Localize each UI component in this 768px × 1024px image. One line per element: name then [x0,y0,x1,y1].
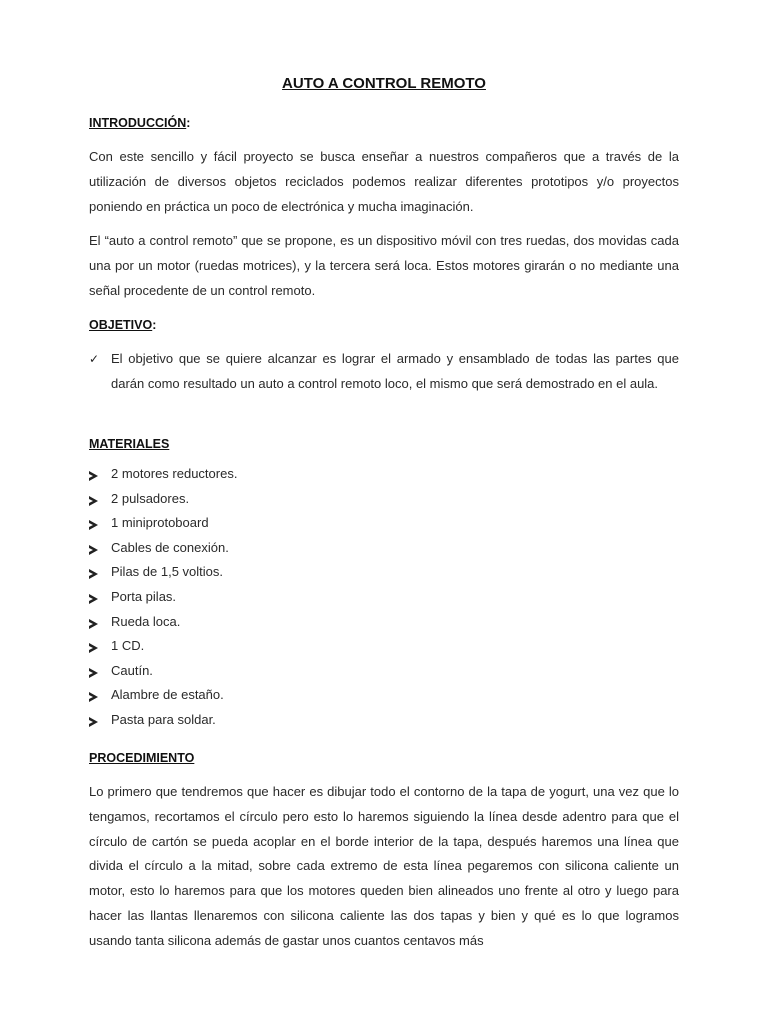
arrowhead-bullet-icon [89,619,98,629]
arrowhead-bullet-icon [89,594,98,604]
list-item-label: Rueda loca. [111,613,181,629]
objective-heading [89,316,156,334]
objective-heading-colon: : [152,318,157,332]
arrowhead-bullet-icon [89,643,98,653]
arrowhead-bullet-icon [89,496,98,506]
list-item-label: 1 CD. [111,638,145,654]
arrowhead-bullet-icon [89,668,98,678]
procedure-heading-text: PROCEDIMIENTO [89,751,195,765]
arrowhead-bullet-icon [89,717,98,727]
list-item [89,614,679,639]
arrowhead-bullet-icon [89,545,98,555]
arrowhead-bullet-icon [89,569,98,579]
arrowhead-bullet-icon [89,520,98,530]
intro-paragraph-1: Con este sencillo y fácil proyecto se busca enseñar a nuestros compañeros que a través de la utilización de diversos objetos reciclados podemos realizar diferentes prototipos y/o proyectos poniendo en práctica un poco de electrónica y mucha imaginación. [89,149,679,214]
intro-heading-colon: : [186,116,191,130]
list-item-label: Cables de conexión. [111,539,229,555]
list-item-label: Alambre de estaño. [111,687,224,703]
list-item [89,638,679,663]
list-item-label: Pilas de 1,5 voltios. [111,564,224,580]
list-item-label: 2 pulsadores. [111,490,190,506]
materials-list [89,466,679,737]
list-item-label: Porta pilas. [111,588,177,604]
arrowhead-bullet-icon [89,692,98,702]
materials-heading-text: MATERIALES [89,437,170,451]
intro-heading [89,114,190,132]
list-item [89,712,679,737]
list-item-label: Pasta para soldar. [111,711,216,727]
list-item-label: 2 motores reductores. [111,466,238,481]
intro-paragraph-2: El “auto a control remoto” que se propone, es un dispositivo móvil con tres ruedas, dos movidas cada una por un motor (ruedas motrices), y la tercera será loca. Estos motores girarán o no mediante una señal procedente de un control remoto. [89,233,679,298]
intro-heading-text: INTRODUCCIÓN [89,116,187,130]
materials-heading [89,435,169,453]
objective-item-text: El objetivo que se quiere alcanzar es lograr el armado y ensamblado de todas las partes que darán como resultado un auto a control remoto loco, el mismo que será demostrado en el aula. [111,351,679,391]
list-item-label: Cautín. [111,662,153,678]
checkmark-icon: ✓ [89,352,100,366]
list-item [89,564,679,589]
procedure-paragraph: Lo primero que tendremos que hacer es dibujar todo el contorno de la tapa de yogurt, una vez que lo tengamos, recortamos el círculo pero esto lo haremos siguiendo la línea desde adentro para que el círculo de cartón se pueda acoplar en el borde interior de la tapa, después haremos una línea que divida el círculo a la mitad, sobre cada extremo de esta línea pegaremos con silicona caliente un motor, esto lo haremos para que los motores queden bien alineados uno frente al otro y luego para hacer las llantas llenaremos con silicona caliente las dos tapas y bien y qué es lo que logramos usando tanta silicona además de gastar unos cuantos centavos más [89,784,679,948]
procedure-heading [89,749,194,767]
arrowhead-bullet-icon [89,471,98,481]
list-item-label: 1 miniprotoboard [111,515,209,531]
objective-heading-text: OBJETIVO [89,318,153,332]
document-title: AUTO A CONTROL REMOTO [282,75,486,92]
